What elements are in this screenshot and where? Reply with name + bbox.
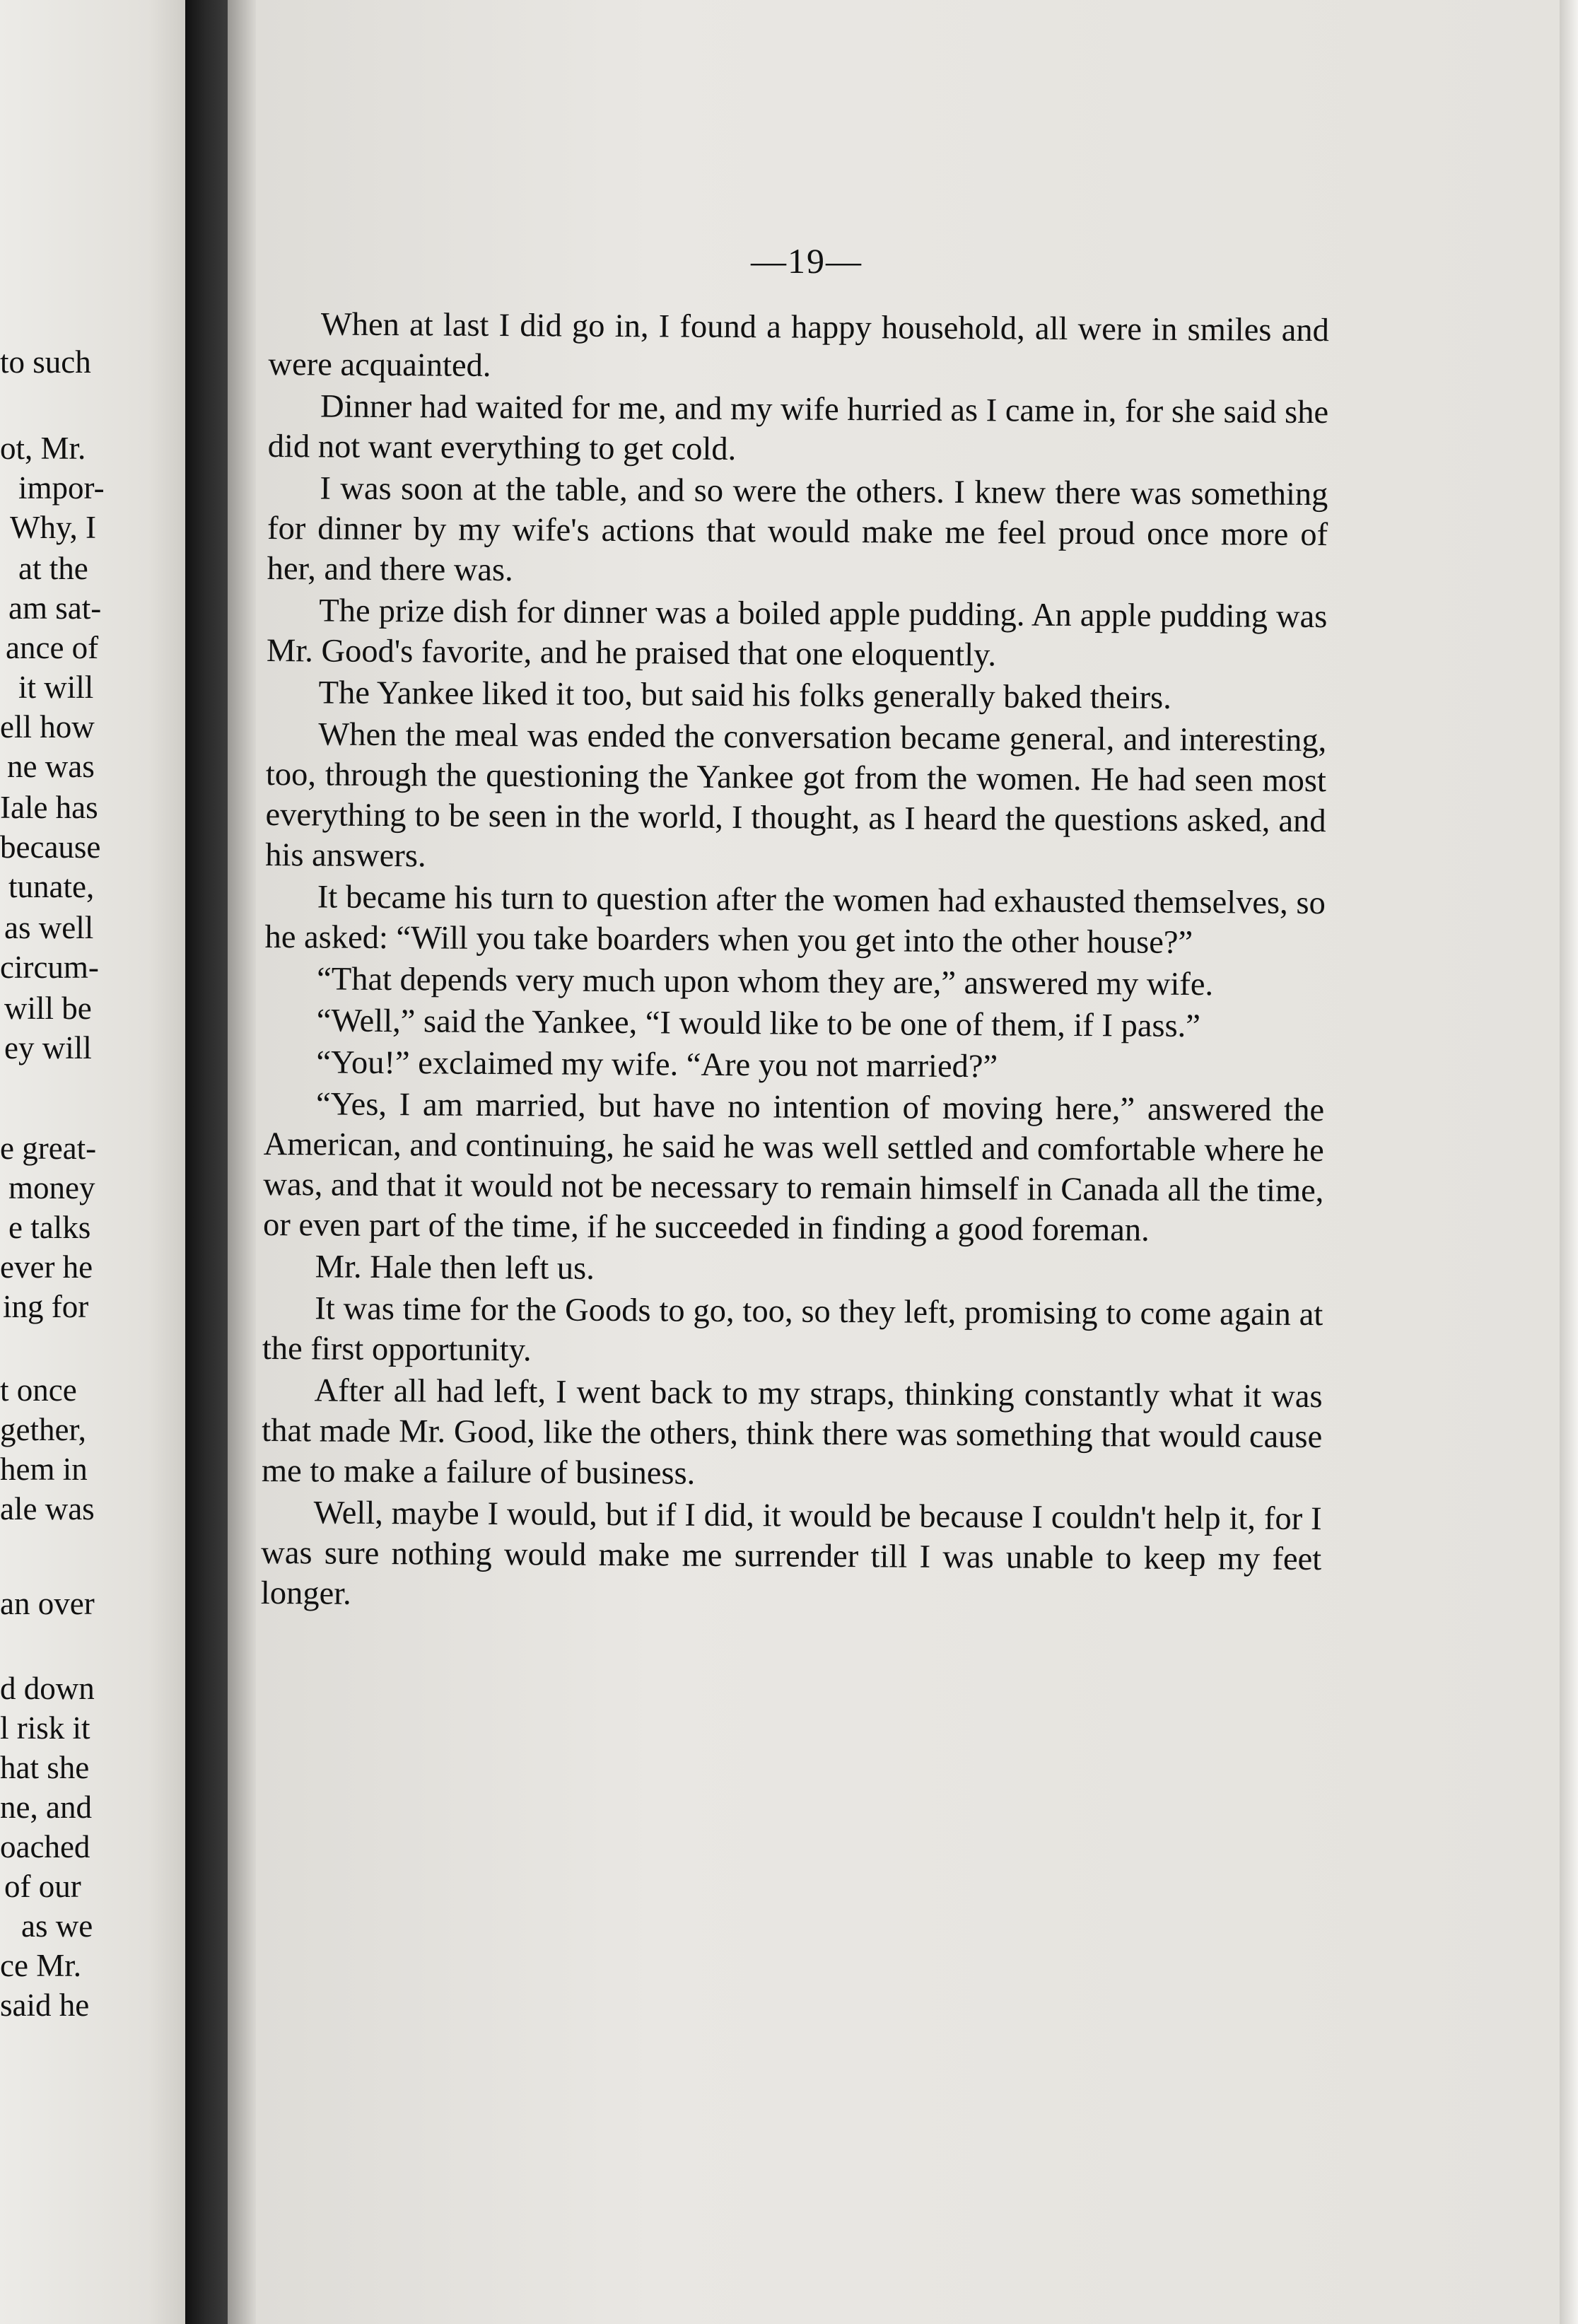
paragraph: When the meal was ended the conversation became general, and interesting, too, through the questioning the Yankee got from the women. He had seen most everything to be seen in the world, I thought, as I heard the questions asked, and his answers.: [265, 716, 1327, 875]
left-line: ey will: [4, 1030, 92, 1065]
paragraph: After all had left, I went back to my straps, thinking constantly what it was that made Mr. Good, like the others, think there was something that would cause me to make a failure of business.: [261, 1372, 1323, 1492]
left-line: circum-: [0, 950, 99, 985]
left-line: oached: [0, 1829, 90, 1864]
paragraph: It was time for the Goods to go, too, so they left, promising to come again at the first opportunity.: [262, 1290, 1323, 1369]
paragraph: Mr. Hale then left us.: [315, 1249, 595, 1287]
left-line: will be: [4, 991, 92, 1026]
paragraph: Dinner had waited for me, and my wife hurried as I came in, for she said she did not want everything to get cold.: [267, 388, 1329, 468]
paragraph: The Yankee liked it too, but said his folks generally baked theirs.: [318, 675, 1171, 716]
facing-page-fragment: [0, 0, 185, 2324]
left-line: hem in: [0, 1452, 88, 1487]
body-text: [261, 304, 1329, 1621]
page-edge: [1560, 0, 1578, 2324]
page-number: —19—: [751, 241, 863, 281]
left-line: ne, and: [0, 1789, 92, 1825]
left-line: tunate,: [8, 869, 95, 904]
left-line: e great-: [0, 1131, 97, 1166]
paragraph: “Yes, I am married, but have no intention of moving here,” answered the American, and continuing, he said he was well settled and comfortable where he was, and that it would not be necessary to remain himself in Canada all the time, or even part of the time, if he succeeded in finding a good foreman.: [262, 1086, 1325, 1249]
left-line: am sat-: [8, 590, 102, 626]
left-line: Why, I: [10, 510, 97, 545]
left-line: to such: [0, 344, 91, 380]
left-line: ale was: [0, 1491, 95, 1526]
left-line: as we: [21, 1908, 93, 1944]
left-line: l risk it: [0, 1710, 90, 1746]
left-line: ne was: [7, 749, 95, 784]
left-line: t once: [0, 1372, 77, 1408]
left-line: gether,: [0, 1412, 86, 1447]
left-line: of our: [4, 1869, 81, 1904]
gutter-shadow: [228, 0, 256, 2324]
left-line: d down: [0, 1671, 95, 1706]
book-gutter: [185, 0, 228, 2324]
paragraph: “That depends very much upon whom they are,” answered my wife.: [317, 961, 1214, 1003]
left-line: impor-: [18, 470, 105, 506]
paragraph: “Well,” said the Yankee, “I would like to be one of them, if I pass.”: [316, 1003, 1201, 1045]
paragraph: Well, maybe I would, but if I did, it would be because I couldn't help it, for I was sure nothing would make me surrender till I was unable to keep my feet longer.: [260, 1495, 1322, 1612]
left-line: ing for: [3, 1289, 89, 1324]
left-line: Iale has: [0, 790, 98, 825]
left-line: an over: [0, 1586, 95, 1621]
left-line: it will: [18, 670, 94, 705]
left-line: ever he: [0, 1249, 93, 1285]
left-line: said he: [0, 1987, 90, 2023]
paragraph: It became his turn to question after the women had exhausted themselves, so he asked: “Will you take boarders when you get into the other house?”: [264, 879, 1326, 962]
left-line: ce Mr.: [0, 1948, 81, 1983]
left-line: as well: [4, 910, 94, 945]
left-line: at the: [18, 551, 88, 586]
left-line: money: [8, 1170, 95, 1205]
left-line: ell how: [0, 709, 95, 745]
paragraph: “You!” exclaimed my wife. “Are you not married?”: [316, 1044, 998, 1085]
paragraph: The prize dish for dinner was a boiled apple pudding. An apple pudding was Mr. Good's favorite, and he praised that one eloquently.: [266, 592, 1328, 674]
left-line: because: [0, 829, 101, 865]
left-line: ot, Mr.: [0, 431, 86, 466]
left-line: hat she: [0, 1750, 90, 1785]
paragraph: When at last I did go in, I found a happy household, all were in smiles and were acquainted.: [268, 306, 1329, 384]
paragraph: I was soon at the table, and so were the others. I knew there was something for dinner by my wife's actions that would make me feel proud once more of her, and there was.: [267, 470, 1328, 589]
left-line: ance of: [6, 630, 99, 665]
left-line: e talks: [8, 1210, 91, 1245]
